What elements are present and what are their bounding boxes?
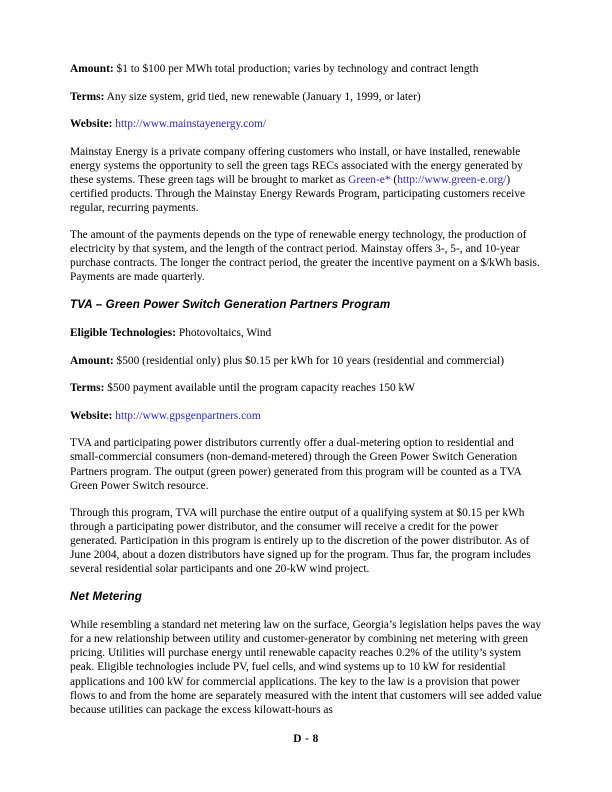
mainstay-description-paragraph bbox=[70, 145, 542, 215]
tva-amount-row bbox=[70, 354, 542, 368]
tva-eligible-technologies-value: Photovoltaics, Wind bbox=[178, 327, 272, 340]
tva-terms-label: Terms: bbox=[70, 382, 105, 395]
mainstay-website-link[interactable]: http://www.mainstayenergy.com/ bbox=[115, 118, 267, 130]
green-e-url-link[interactable]: http://www.green-e.org/ bbox=[397, 173, 507, 186]
green-e-link[interactable]: Green-e* bbox=[348, 173, 391, 186]
net-metering-paragraph: While resembling a standard net metering law on the surface, Georgia’s legislation helps paves the way for a new relationship between utility and customer-generator by combining net metering with green pricing. Utilities will purchase energy until renewable capacity reaches 0.2% of the utility’s system peak. Eligible technologies include PV, fuel cells, and wind systems up to 10 kW for residential applications and 100 kW for commercial applications. The key to the law is a provision that power flows to and from the home are separately measured with the intent that customers will see added value because utilities can package the excess kilowatt-hours as bbox=[70, 619, 542, 716]
net-metering-section-heading: Net Metering bbox=[70, 590, 143, 604]
tva-website-link[interactable]: http://www.gpsgenpartners.com bbox=[115, 409, 261, 422]
mainstay-amount-row bbox=[70, 62, 542, 76]
mainstay-terms-label: Terms: bbox=[70, 90, 105, 103]
tva-program-details bbox=[70, 326, 542, 423]
tva-eligible-technologies-label: Eligible Technologies: bbox=[70, 327, 177, 340]
tva-amount-label: Amount: bbox=[70, 354, 114, 367]
page-content bbox=[70, 62, 542, 730]
mainstay-energy-details bbox=[70, 62, 542, 131]
mainstay-amount-value: $1 to $100 per MWh total production; varies by technology and contract length bbox=[116, 63, 479, 75]
tva-purchase-paragraph: Through this program, TVA will purchase the entire output of a qualifying system at $0.15 per kWh through a participating power distributor, and the consumer will receive a credit for the power generated. Participation in this program is entirely up to the discretion of the power distributor. As of June 2004, about a dozen distributors have signed up for the program. Thus far, the program includes several residential solar participants and one 20-kW wind project. bbox=[70, 506, 531, 576]
tva-website-row bbox=[70, 409, 542, 423]
mainstay-terms-row bbox=[70, 90, 542, 104]
tva-website-label: Website: bbox=[70, 409, 113, 422]
mainstay-paragraph-text-1: Mainstay Energy is a private company offering customers who install, or have installed, renewable energy systems the opportunity to sell the green tags RECs associated with the energy generated by these systems. These green tags will be brought to market as bbox=[70, 145, 523, 186]
tva-amount-value: $500 (residential only) plus $0.15 per kWh for 10 years (residential and commercial) bbox=[116, 354, 505, 367]
mainstay-amount-label: Amount: bbox=[70, 63, 114, 75]
tva-eligible-technologies-row bbox=[70, 326, 542, 340]
tva-terms-row bbox=[70, 381, 542, 395]
mainstay-terms-value: Any size system, grid tied, new renewable (January 1, 1999, or later) bbox=[106, 90, 421, 103]
tva-dual-metering-paragraph: TVA and participating power distributors currently offer a dual-metering option to residential and small-commercial consumers (non-demand-metered) through the Green Power Switch Generation Partners program. The output (green power) generated from this program will be counted as a TVA Green Power Switch resource. bbox=[70, 437, 522, 492]
mainstay-payments-paragraph: The amount of the payments depends on the type of renewable energy technology, the production of electricity by that system, and the length of the contract period. Mainstay offers 3-, 5-, and 10-year purchase contracts. The longer the contract period, the greater the incentive payment on a $/kWh basis. Payments are made quarterly. bbox=[70, 228, 540, 284]
mainstay-website-label: Website: bbox=[70, 118, 113, 130]
mainstay-paragraph-text-2: ( bbox=[390, 173, 398, 186]
tva-terms-value: $500 payment available until the program capacity reaches 150 kW bbox=[107, 382, 415, 395]
mainstay-website-row bbox=[70, 117, 542, 131]
page-number-footer: D - 8 bbox=[293, 733, 319, 745]
mainstay-paragraph-text-3: ) certified products. Through the Mainstay Energy Rewards Program, participating customers receive regular, recurring payments. bbox=[70, 173, 526, 214]
tva-section-heading: TVA – Green Power Switch Generation Partners Program bbox=[70, 298, 391, 312]
